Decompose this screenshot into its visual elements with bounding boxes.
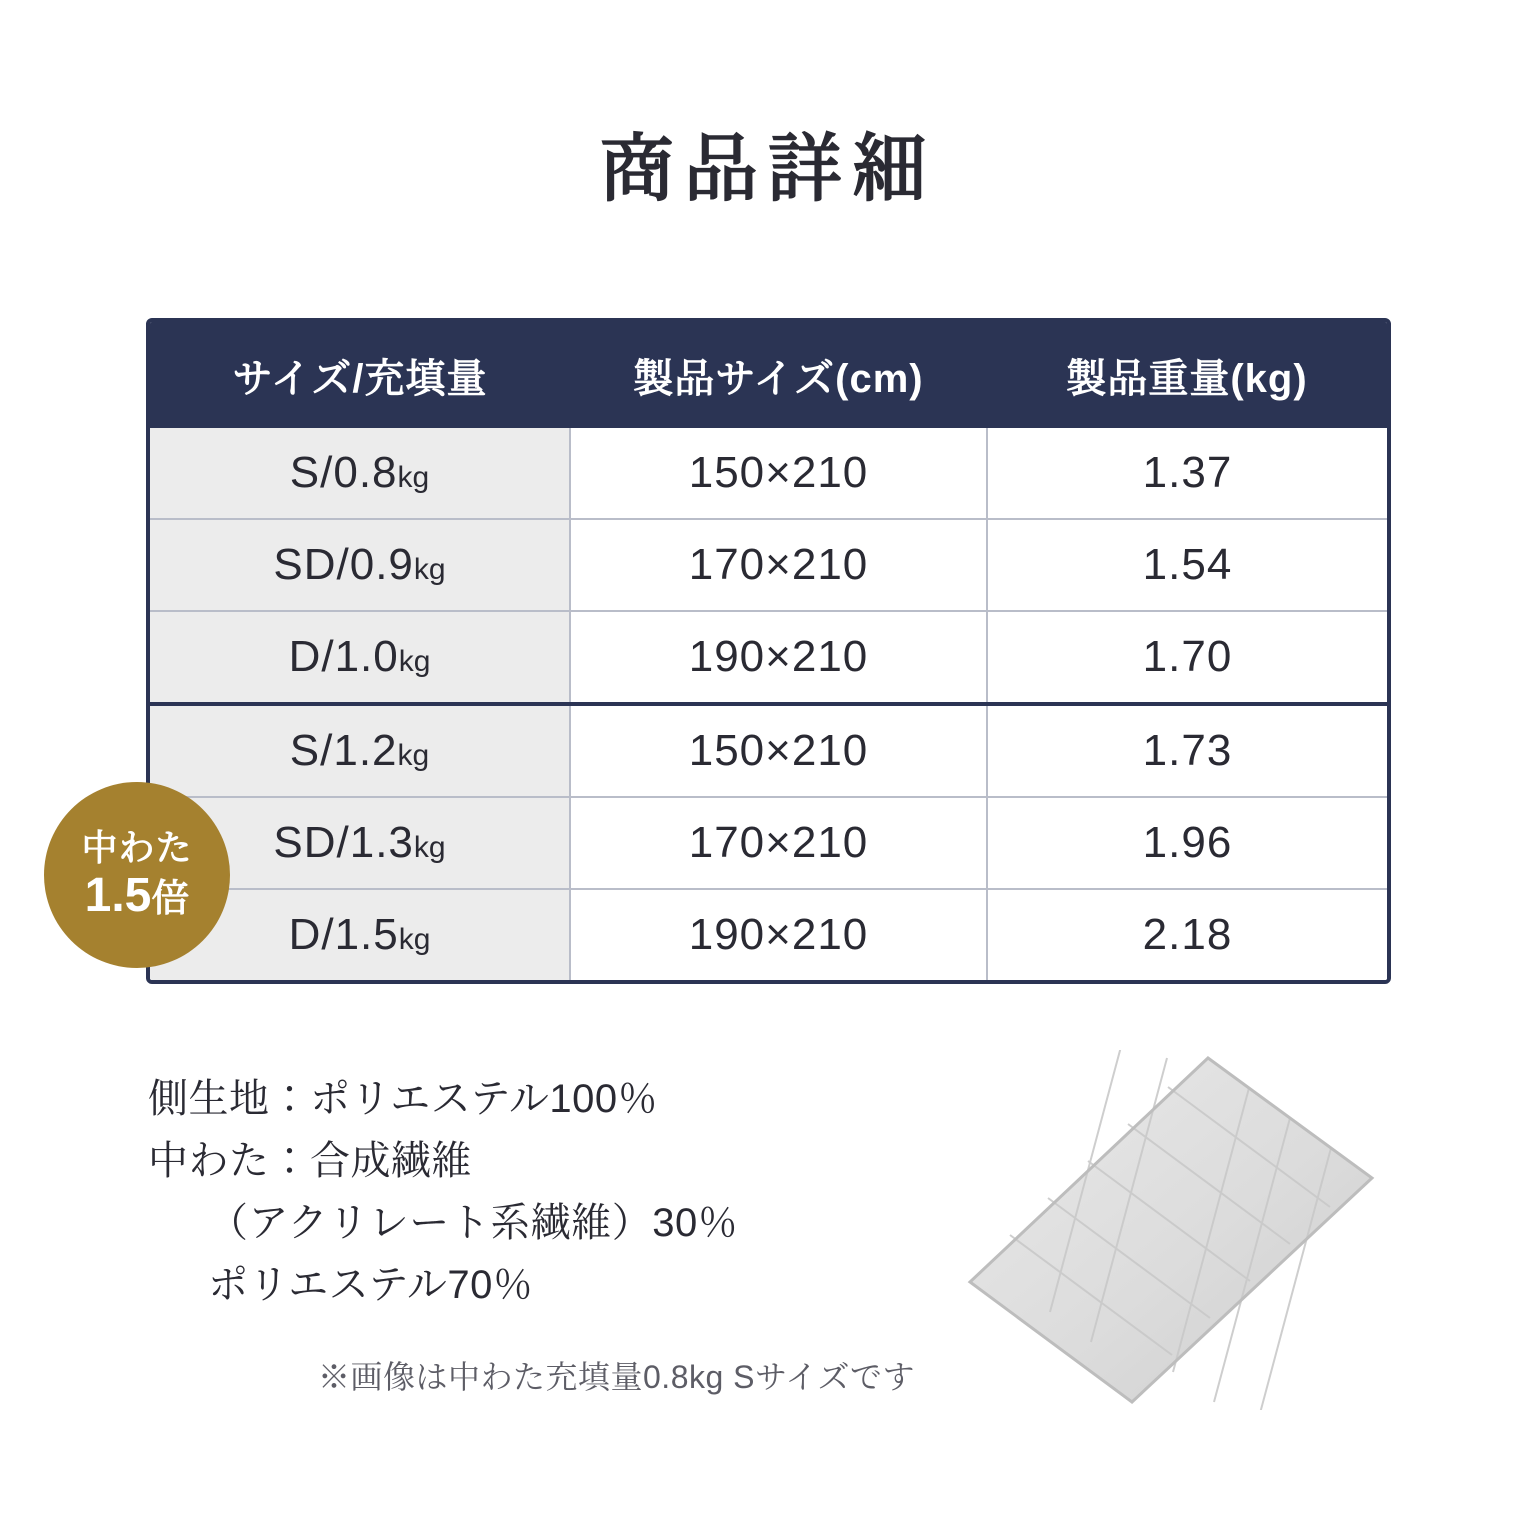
cell-dimensions: 170×210 bbox=[570, 797, 987, 889]
cell-dimensions: 190×210 bbox=[570, 611, 987, 704]
material-line-filling-detail-2: ポリエステル70％ bbox=[208, 1263, 534, 1307]
page-title: 商品詳細 bbox=[600, 127, 936, 210]
quilt-blanket-illustration bbox=[960, 1050, 1380, 1410]
cell-size-value: D/1.0 bbox=[288, 632, 399, 681]
cell-size-unit: kg bbox=[397, 461, 430, 494]
cell-dimensions: 150×210 bbox=[570, 428, 987, 519]
cell-weight: 1.70 bbox=[987, 611, 1387, 704]
cell-weight: 1.54 bbox=[987, 519, 1387, 611]
column-header-size: サイズ/充填量 bbox=[150, 322, 570, 428]
cell-size-unit: kg bbox=[398, 923, 431, 956]
spec-table-head bbox=[150, 322, 1387, 428]
cell-size-value: S/1.2 bbox=[289, 726, 398, 775]
table-row bbox=[150, 611, 1387, 704]
cell-size-value: SD/1.3 bbox=[273, 818, 414, 867]
table-row bbox=[150, 704, 1387, 797]
spec-table-container bbox=[146, 318, 1391, 984]
cell-size-value: SD/0.9 bbox=[273, 540, 414, 589]
cell-weight: 1.37 bbox=[987, 428, 1387, 519]
cell-size-unit: kg bbox=[398, 645, 431, 678]
cell-weight: 1.73 bbox=[987, 704, 1387, 797]
cell-size-value: D/1.5 bbox=[288, 910, 399, 959]
image-note: ※画像は中わた充填量0.8kg Sサイズです bbox=[318, 1359, 915, 1395]
badge-label-top: 中わた bbox=[81, 826, 193, 868]
table-row bbox=[150, 519, 1387, 611]
cell-size bbox=[150, 704, 570, 797]
spec-table bbox=[150, 322, 1387, 980]
cell-dimensions: 190×210 bbox=[570, 889, 987, 980]
cell-size-unit: kg bbox=[397, 739, 430, 772]
cell-size bbox=[150, 428, 570, 519]
cell-size-unit: kg bbox=[413, 553, 446, 586]
material-line-filling: 中わた：合成繊維 bbox=[148, 1139, 472, 1183]
cell-size-unit: kg bbox=[413, 831, 446, 864]
badge-number: 1.5 bbox=[84, 868, 152, 922]
cell-dimensions: 150×210 bbox=[570, 704, 987, 797]
cell-size-value: S/0.8 bbox=[289, 448, 398, 497]
cell-dimensions: 170×210 bbox=[570, 519, 987, 611]
status-badge bbox=[44, 782, 230, 968]
cell-weight: 2.18 bbox=[987, 889, 1387, 980]
column-header-dimensions: 製品サイズ(cm) bbox=[570, 322, 987, 428]
table-row bbox=[150, 889, 1387, 980]
badge-suffix: 倍 bbox=[151, 877, 190, 920]
column-header-weight: 製品重量(kg) bbox=[987, 322, 1387, 428]
material-line-outer-fabric: 側生地：ポリエステル100％ bbox=[148, 1077, 659, 1121]
cell-size bbox=[150, 519, 570, 611]
table-row bbox=[150, 428, 1387, 519]
badge-label-bottom bbox=[84, 868, 190, 922]
materials-block bbox=[148, 1068, 738, 1316]
product-photo bbox=[960, 1050, 1380, 1410]
table-row bbox=[150, 797, 1387, 889]
cell-weight: 1.96 bbox=[987, 797, 1387, 889]
material-line-filling-detail-1: （アクリレート系繊維）30％ bbox=[208, 1201, 739, 1245]
table-header-row bbox=[150, 322, 1387, 428]
cell-size bbox=[150, 611, 570, 704]
spec-table-body bbox=[150, 428, 1387, 980]
